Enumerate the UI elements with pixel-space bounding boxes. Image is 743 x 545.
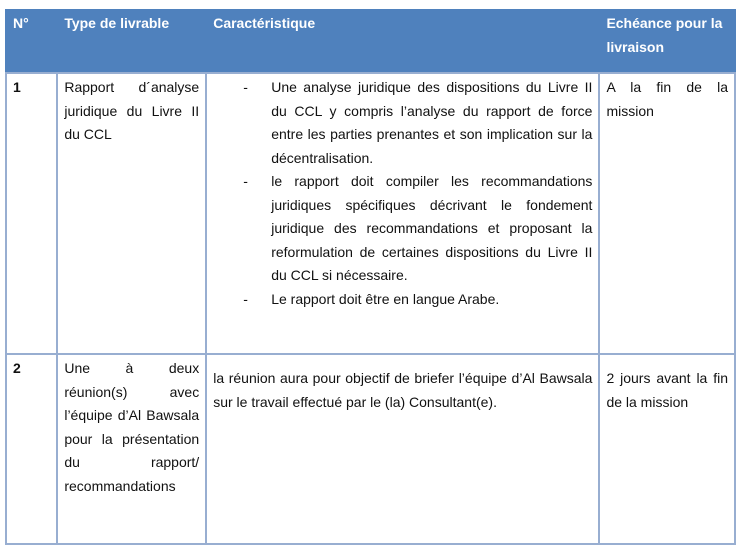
dash-bullet-icon: - xyxy=(243,173,248,189)
list-item xyxy=(213,288,592,312)
header-deadline: Echéance pour la livraison xyxy=(599,10,735,73)
deliverable-characteristics: la réunion aura pour objectif de briefer l’équipe d’Al Bawsala sur le travail effectué par le (la) Consultant(e). xyxy=(206,354,599,544)
dash-bullet-icon: - xyxy=(243,290,248,307)
table-row xyxy=(6,354,735,544)
list-item xyxy=(213,76,592,170)
list-item xyxy=(213,170,592,288)
deliverable-type: Rapport d´analyse juridique du Livre II du CCL xyxy=(57,73,206,354)
header-number: N° xyxy=(6,10,57,73)
header-row xyxy=(6,10,735,73)
header-type: Type de livrable xyxy=(57,10,206,73)
deliverables-table xyxy=(5,9,736,545)
list-item-text: Le rapport doit être en langue Arabe. xyxy=(271,290,500,307)
deliverable-deadline: 2 jours avant la fin de la mission xyxy=(599,354,735,544)
list-item-text: le rapport doit compiler les recommandations juridiques spécifiques décrivant le fondement juridique des recommandations et proposant la reformulation de certaines dispositions du Livre II du CCL si nécessaire. xyxy=(271,173,593,283)
characteristics-list xyxy=(213,76,592,311)
dash-bullet-icon: - xyxy=(243,79,248,95)
row-number: 2 xyxy=(6,354,57,544)
deliverable-characteristics xyxy=(206,73,599,354)
table-row xyxy=(6,73,735,354)
deliverable-deadline: A la fin de la mission xyxy=(599,73,735,354)
list-item-text: Une analyse juridique des dispositions du Livre II du CCL y compris l’analyse du rapport de force entre les parties prenantes et son implication sur la décentralisation. xyxy=(271,79,593,166)
header-characteristics: Caractéristique xyxy=(206,10,599,73)
row-number: 1 xyxy=(6,73,57,354)
deliverable-type: Une à deux réunion(s) avec l’équipe d’Al Bawsala pour la présentation du rapport/ recommandations xyxy=(57,354,206,544)
